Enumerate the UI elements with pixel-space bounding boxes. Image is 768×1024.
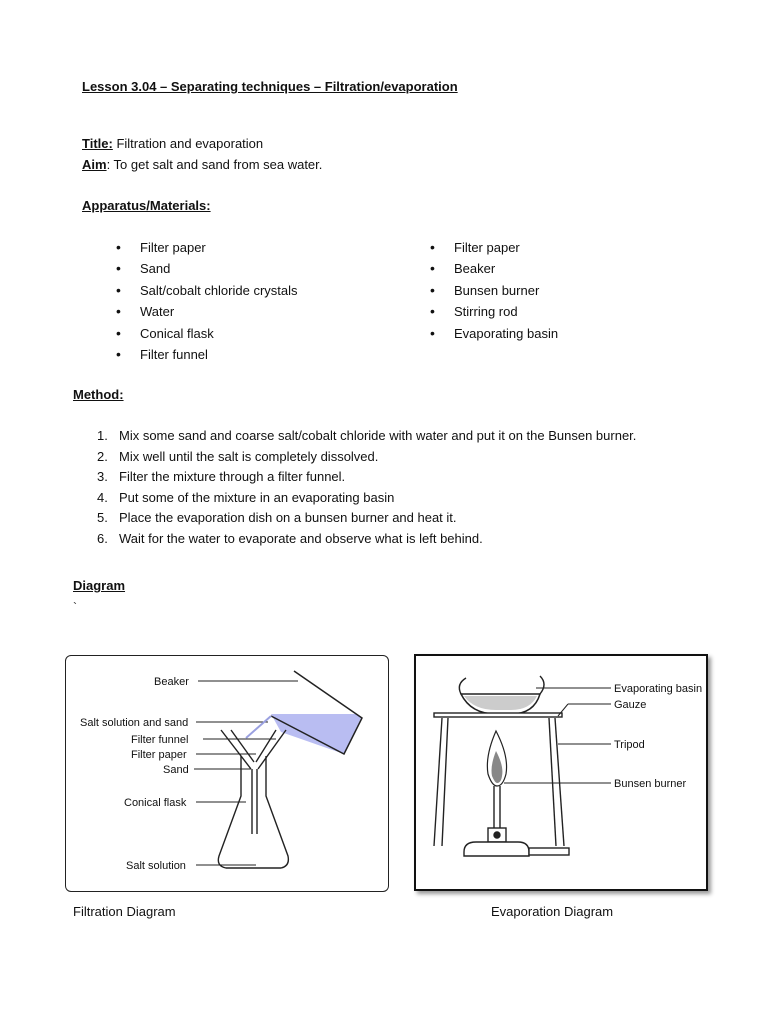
list-item: • Bunsen burner	[430, 280, 710, 301]
step-text: Place the evaporation dish on a bunsen burner and heat it.	[119, 510, 457, 525]
step-text: Wait for the water to evaporate and observe what is left behind.	[119, 530, 483, 546]
evaporation-caption: Evaporation Diagram	[491, 904, 614, 919]
step-text: Put some of the mixture in an evaporating basin	[119, 489, 395, 505]
label-tripod: Tripod	[614, 739, 645, 751]
method-heading: Method:	[73, 387, 124, 402]
method-steps	[97, 426, 747, 549]
label-salt-solution-sand: Salt solution and sand	[80, 717, 189, 729]
step-text: Filter the mixture through a filter funnel.	[119, 469, 346, 484]
gauze-shape	[434, 713, 562, 717]
title-label: Title:	[82, 136, 113, 151]
label-filter-paper: Filter paper	[131, 749, 187, 761]
list-item: • Water	[116, 301, 396, 322]
flame-shape	[487, 731, 506, 786]
aim-label: Aim	[82, 157, 107, 172]
beaker-shape	[246, 671, 362, 754]
apparatus-heading: Apparatus/Materials:	[82, 198, 211, 213]
list-item: • Filter paper	[430, 237, 710, 258]
apparatus-list-right	[430, 237, 710, 344]
list-item	[97, 426, 747, 447]
list-item: • Filter funnel	[116, 344, 396, 365]
label-gauze: Gauze	[614, 699, 647, 711]
label-sand: Sand	[163, 764, 189, 776]
step-number: 4.	[97, 489, 108, 505]
list-item	[97, 447, 747, 468]
list-item: • Beaker	[430, 258, 710, 279]
label-filter-funnel: Filter funnel	[131, 734, 189, 746]
evaporation-illustration	[416, 656, 706, 889]
funnel-shape	[221, 730, 286, 834]
list-item: • Salt/cobalt chloride crystals	[116, 280, 396, 301]
filtration-diagram	[65, 655, 389, 892]
label-beaker: Beaker	[154, 676, 189, 688]
aim-text: : To get salt and sand from sea water.	[106, 157, 323, 172]
conical-flask-shape	[218, 756, 288, 868]
list-item: • Sand	[116, 258, 396, 279]
list-item: • Stirring rod	[430, 301, 710, 322]
list-item	[97, 508, 747, 529]
step-number: 1.	[97, 428, 108, 443]
evaporation-diagram	[414, 654, 708, 891]
list-item	[97, 488, 747, 509]
lesson-heading: Lesson 3.04 – Separating techniques – Filtration/evaporation	[82, 79, 458, 94]
filtration-caption: Filtration Diagram	[73, 904, 176, 919]
label-bunsen-burner: Bunsen burner	[614, 778, 687, 790]
list-item	[97, 467, 747, 488]
evaporating-basin-shape	[459, 676, 544, 714]
list-item	[97, 529, 747, 550]
aim-line	[82, 157, 322, 172]
list-item: • Conical flask	[116, 323, 396, 344]
apparatus-list-left	[116, 237, 396, 365]
filtration-illustration	[66, 656, 388, 891]
title-text: Filtration and evaporation	[112, 136, 264, 151]
step-text: Mix some sand and coarse salt/cobalt chloride with water and put it on the Bunsen burner.	[119, 428, 637, 443]
title-line	[82, 136, 263, 151]
step-number: 2.	[97, 448, 108, 464]
step-number: 6.	[97, 530, 108, 546]
stray-mark: `	[73, 600, 77, 614]
step-number: 5.	[97, 510, 108, 525]
step-text: Mix well until the salt is completely dissolved.	[119, 448, 379, 464]
diagram-heading: Diagram	[73, 578, 126, 593]
label-salt-solution: Salt solution	[126, 860, 186, 872]
label-evaporating-basin: Evaporating basin	[614, 683, 703, 695]
step-number: 3.	[97, 469, 108, 484]
list-item: • Evaporating basin	[430, 323, 710, 344]
label-conical-flask: Conical flask	[124, 797, 187, 809]
leader-lines	[194, 681, 298, 865]
list-item: • Filter paper	[116, 237, 396, 258]
